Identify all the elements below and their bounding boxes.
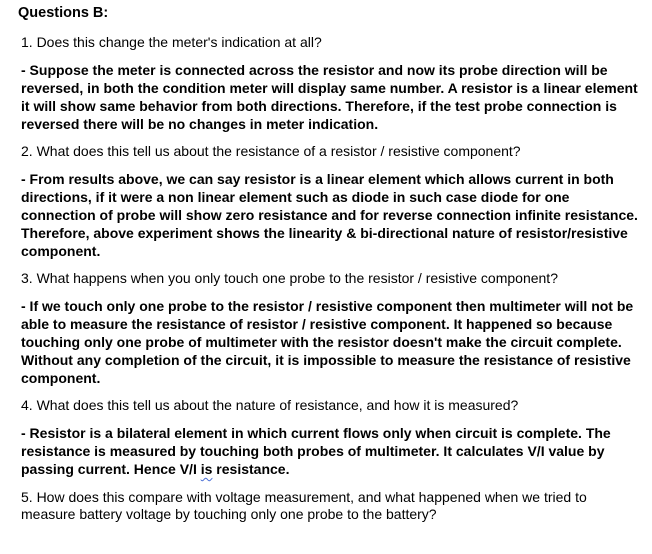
question-5: 5. How does this compare with voltage measurement, and what happened when we tried to measure battery voltage by touching only one probe to the battery? xyxy=(21,489,587,522)
question-3: 3. What happens when you only touch one probe to the resistor / resistive component? xyxy=(21,270,558,286)
question-1: 1. Does this change the meter's indication at all? xyxy=(21,34,322,50)
answer-3: - If we touch only one probe to the resistor / resistive component then multimeter will not be able to measure the resistance of resistor / resistive component. It happened so because touching only one probe of multimeter with the resistor doesn't make the circuit complete. Without any completion of the circuit, it is impossible to measure the resistance of resistive component. xyxy=(21,298,634,386)
answer-1: - Suppose the meter is connected across the resistor and now its probe direction will be reversed, in both the condition meter will display same number. A resistor is a linear element it will show same behavior from both directions. Therefore, if the test probe connection is reversed there will be no changes in meter indication. xyxy=(21,62,638,132)
answer-4-end: resistance. xyxy=(212,461,290,477)
spellcheck-underlined-word: is xyxy=(200,461,213,477)
answer-2: - From results above, we can say resistor is a linear element which allows current in both directions, if it were a non linear element such as diode in such case diode for one connection of probe will show zero resistance and for reverse connection infinite resistance. Therefore, above experiment shows the linearity & bi-directional nature of resistor/resistive component. xyxy=(21,171,638,259)
answer-4 xyxy=(21,424,639,478)
document xyxy=(18,0,639,523)
question-2: 2. What does this tell us about the resistance of a resistor / resistive component? xyxy=(21,143,521,159)
section-heading: Questions B: xyxy=(18,5,109,21)
answer-4-text: - Resistor is a bilateral element in which current flows only when circuit is complete. The resistance is measured by touching both probes of multimeter. It calculates V/I value by passing current. Hence V/I xyxy=(21,425,611,477)
question-4: 4. What does this tell us about the nature of resistance, and how it is measured? xyxy=(21,397,519,413)
